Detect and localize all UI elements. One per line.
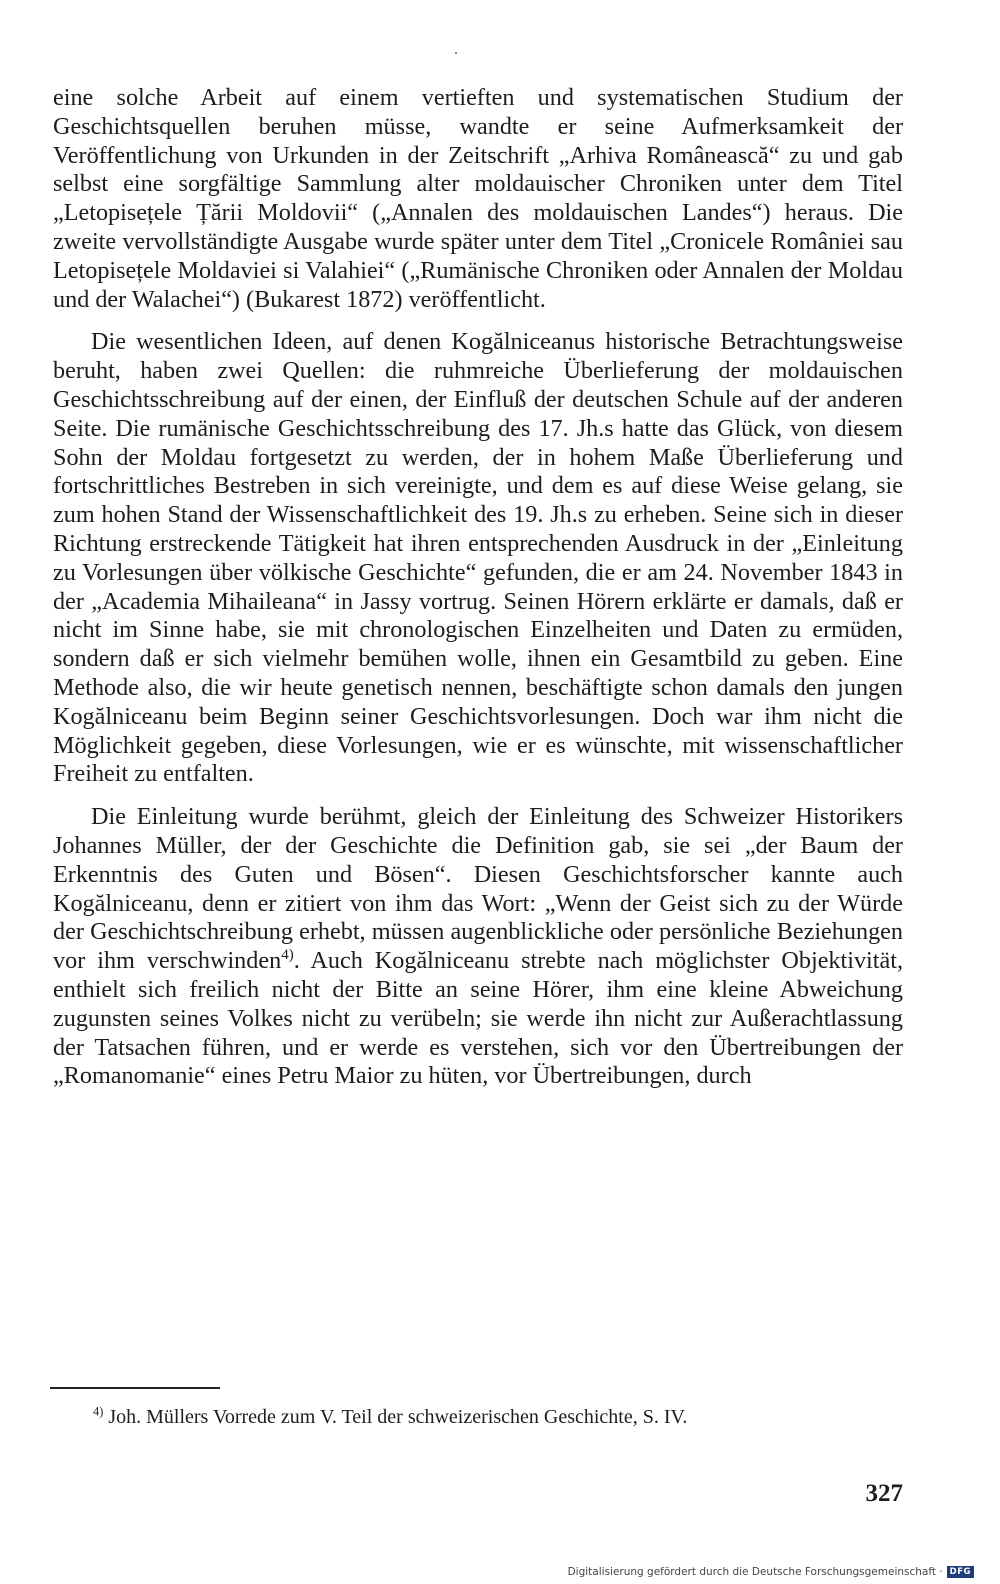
dfg-logo-icon: DFG [947,1566,974,1578]
page-number: 327 [865,1480,903,1507]
footnote-reference[interactable]: 4) [281,947,294,964]
footnote-text: Joh. Müllers Vorrede zum V. Teil der schweizerischen Geschichte, S. IV. [103,1406,688,1428]
digitization-notice [568,1566,974,1578]
paragraph-1: eine solche Arbeit auf einem vertieften und systematischen Studium der Geschichtsquellen beruhen müsse, wandte er seine Aufmerksamkeit der Veröffentlichung von Urkunden in der Zeitschrift „Arhiva Românească“ zu und gab selbst eine sorgfältige Sammlung alter moldauischer Chroniken unter dem Titel „Letopisețele Țării Moldovii“ („Annalen des moldauischen Landes“) heraus. Die zweite vervollständigte Ausgabe wurde später unter dem Titel „Cronicele României sau Letopisețele Moldaviei si Valahiei“ („Rumänische Chroniken oder Annalen der Moldau und der Walachei“) (Bukarest 1872) veröffentlicht. [53,84,903,313]
paragraph-3 [53,803,903,1091]
paragraph-3-part-2: . Auch Kogălniceanu strebte nach möglichster Objektivität, enthielt sich freilich nicht der Bitte an seine Hörer, ihm eine kleine Abweichung zugunsten seines Volkes nicht zu verübeln; sie werde ihn nicht zur Außerachtlassung der Tatsachen führen, und er werde es verstehen, sich vor den Übertreibungen der „Romanomanie“ eines Petru Maior zu hüten, vor Übertreibungen, durch [53,947,904,1090]
body-text [53,84,903,1091]
footnote-marker: 4) [93,1404,104,1419]
footnote-divider [50,1387,220,1389]
paragraph-3-part-1: Die Einleitung wurde berühmt, gleich der Einleitung des Schweizer Historikers Johannes Müller, der der Geschichte die Definition gab, sie sei „der Baum der Erkenntnis des Guten und Bösen“. Diesen Geschichtsforscher kannte auch Kogălniceanu, denn er zitiert von ihm das Wort: „Wenn der Geist sich zu der Würde der Geschichtschreibung erhebt, müssen augenblickliche oder persönliche Beziehungen vor ihm verschwinden [53,803,903,975]
scan-speck [455,52,457,54]
footnote [53,1405,903,1429]
digitization-notice-text: Digitalisierung gefördert durch die Deutsche Forschungsgemeinschaft · [567,1566,943,1578]
paragraph-2: Die wesentlichen Ideen, auf denen Kogălniceanus historische Betrachtungsweise beruht, haben zwei Quellen: die ruhmreiche Überlieferung der moldauischen Geschichtsschreibung auf der einen, der Einfluß der deutschen Schule auf der anderen Seite. Die rumänische Geschichtsschreibung des 17. Jh.s hatte das Glück, von diesem Sohn der Moldau fortgesetzt zu werden, der in hohem Maße Überlieferung und fortschrittliches Bestreben in sich vereinigte, und dem es auf diese Weise gelang, sie zum hohen Stand der Wissenschaftlichkeit des 19. Jh.s zu erheben. Seine sich in dieser Richtung erstreckende Tätigkeit hat ihren entsprechenden Ausdruck in der „Einleitung zu Vorlesungen über völkische Geschichte“ gefunden, die er am 24. November 1843 in der „Academia Mihaileana“ in Jassy vortrug. Seinen Hörern erklärte er damals, daß er nicht im Sinne habe, sie mit chronologischen Einzelheiten und Daten zu ermüden, sondern daß er sich vielmehr bemühen wolle, ihnen ein Gesamtbild zu geben. Eine Methode also, die wir heute genetisch nennen, beschäftigte schon damals den jungen Kogălniceanu beim Beginn seiner Geschichtsvorlesungen. Doch war ihm nicht die Möglichkeit gegeben, diese Vorlesungen, wie er es wünschte, mit wissenschaftlicher Freiheit zu entfalten. [53,328,903,788]
